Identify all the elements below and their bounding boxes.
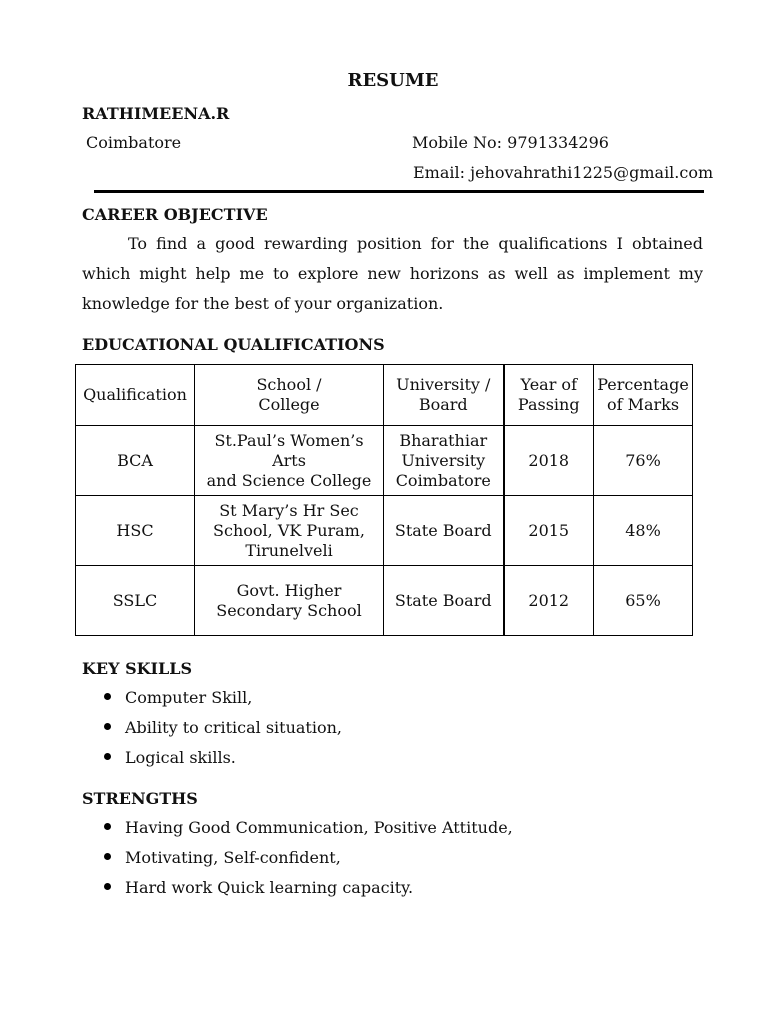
list-item: Motivating, Self-confident, <box>104 843 513 873</box>
header-university: University / Board <box>384 365 504 426</box>
list-item: Hard work Quick learning capacity. <box>104 873 513 903</box>
table-row <box>76 496 693 566</box>
header-qualification: Qualification <box>76 365 195 426</box>
candidate-mobile: Mobile No: 9791334296 <box>412 133 609 152</box>
cell-percentage: 65% <box>594 566 693 636</box>
cell-university: Bharathiar University Coimbatore <box>384 426 504 496</box>
cell-school: St.Paul’s Women’s Arts and Science College <box>195 426 384 496</box>
table-header-row <box>76 365 693 426</box>
candidate-email: Email: jehovahrathi1225@gmail.com <box>413 163 714 182</box>
candidate-city: Coimbatore <box>86 133 182 152</box>
strengths-heading: STRENGTHS <box>82 789 198 808</box>
bullet-icon <box>104 853 111 860</box>
cell-qualification: HSC <box>76 496 195 566</box>
education-table <box>75 364 693 636</box>
table-row <box>76 566 693 636</box>
bullet-icon <box>104 753 111 760</box>
bullet-icon <box>104 723 111 730</box>
bullet-icon <box>104 883 111 890</box>
strengths-list <box>104 813 513 903</box>
cell-school: Govt. Higher Secondary School <box>195 566 384 636</box>
cell-university: State Board <box>384 496 504 566</box>
header-school: School / College <box>195 365 384 426</box>
cell-year: 2018 <box>504 426 594 496</box>
table-row <box>76 426 693 496</box>
key-skills-list <box>104 683 342 773</box>
cell-year: 2012 <box>504 566 594 636</box>
header-divider <box>94 190 704 193</box>
list-item: Having Good Communication, Positive Attitude, <box>104 813 513 843</box>
bullet-icon <box>104 823 111 830</box>
list-item: Ability to critical situation, <box>104 713 342 743</box>
cell-qualification: BCA <box>76 426 195 496</box>
cell-percentage: 48% <box>594 496 693 566</box>
education-heading: EDUCATIONAL QUALIFICATIONS <box>82 335 385 354</box>
cell-school: St Mary’s Hr Sec School, VK Puram, Tirunelveli <box>195 496 384 566</box>
bullet-icon <box>104 693 111 700</box>
list-item: Computer Skill, <box>104 683 342 713</box>
career-objective-text: To find a good rewarding position for the qualifications I obtained which might help me to explore new horizons as well as implement my knowledge for the best of your organization. <box>82 234 703 313</box>
cell-year: 2015 <box>504 496 594 566</box>
career-objective-heading: CAREER OBJECTIVE <box>82 205 268 224</box>
header-year: Year of Passing <box>504 365 594 426</box>
cell-university: State Board <box>384 566 504 636</box>
list-item: Logical skills. <box>104 743 342 773</box>
key-skills-heading: KEY SKILLS <box>82 659 193 678</box>
header-percentage: Percentage of Marks <box>594 365 693 426</box>
candidate-name: RATHIMEENA.R <box>82 104 230 123</box>
resume-title: RESUME <box>347 70 439 91</box>
cell-percentage: 76% <box>594 426 693 496</box>
cell-qualification: SSLC <box>76 566 195 636</box>
